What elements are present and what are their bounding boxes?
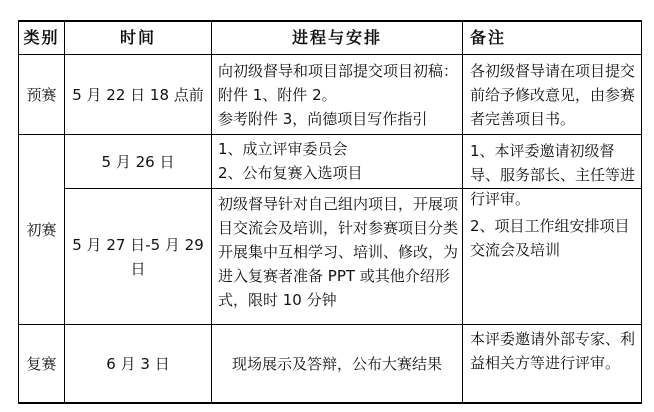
preliminary-time: 5 月 22 日 18 点前 — [72, 85, 204, 104]
first-round-b-remarks: 2、项目工作组安排项目交流会及培训 — [470, 217, 630, 259]
table-border-bottom — [18, 402, 642, 404]
preliminary-category: 预赛 — [26, 85, 57, 104]
first-round-category: 初赛 — [26, 220, 57, 239]
preliminary-process-line-1: 向初级督导和项目部提交项目初稿：附件 1、附件 2。 — [218, 62, 459, 104]
preliminary-process-line-2: 参考附件 3，尚德项目写作指引 — [218, 110, 428, 128]
second-round-remarks: 本评委邀请外部专家、利益相关方等进行评审。 — [470, 330, 636, 372]
first-round-a-process-line-1: 1、成立评审委员会 — [218, 140, 348, 158]
schedule-table — [18, 20, 642, 404]
second-round-time: 6 月 3 日 — [106, 354, 170, 373]
preliminary-process — [218, 59, 458, 131]
first-round-b-process: 初级督导针对自己组内项目，开展项目交流会及培训，针对参赛项目分类开展集中互相学习、培训、修改，为进入复赛者准备 PPT 或其他介绍形式，限时 10 分钟 — [218, 195, 459, 309]
first-round-b-time: 5 月 27 日-5 月 29 日 — [72, 235, 204, 278]
header-category: 类别 — [23, 28, 60, 47]
header-time: 时间 — [119, 28, 156, 47]
first-round-a-remarks: 1、本评委邀请初级督导、服务部长、主任等进行评审。 — [470, 142, 636, 208]
second-round-process: 现场展示及答辩，公布大赛结果 — [231, 354, 442, 373]
header-process: 进程与安排 — [291, 28, 382, 47]
second-round-category: 复赛 — [26, 354, 57, 373]
first-round-a-process-line-2: 2、公布复赛入选项目 — [218, 164, 363, 182]
first-round-a-time: 5 月 26 日 — [101, 152, 175, 171]
preliminary-remarks: 各初级督导请在项目提交前给予修改意见，由参赛者完善项目书。 — [470, 62, 636, 128]
col-divider — [462, 20, 463, 404]
table-border-right — [641, 20, 642, 404]
first-round-a-process — [218, 137, 458, 185]
header-remarks: 备注 — [470, 28, 507, 47]
